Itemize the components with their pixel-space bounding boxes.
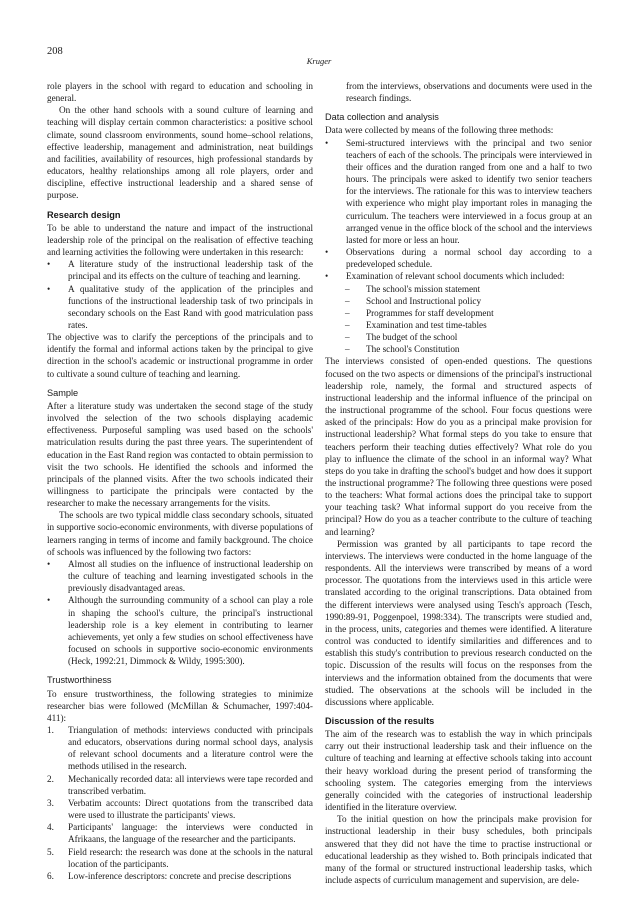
list-item-text: Examination and test time-tables [366,319,487,330]
bullet-marker: • [47,558,51,569]
bullet-marker: • [47,595,51,606]
bullet-marker: • [325,271,329,282]
paragraph: role players in the school with regard to education and schooling in general. [47,81,313,104]
paragraph: The objective was to clarify the perceptions of the principals and to identify the formal and informal actions taken by the principal to give direction in the school's academic or instructional programme in order to cultivate a sound culture of teaching and learning. [47,332,313,379]
bullet-marker: • [47,283,51,294]
list-number: 5. [47,846,54,857]
list-item-text: The budget of the school [366,332,458,343]
list-item-text: Verbatim accounts: Direct quotations from the transcribed data were used to illustrate the participants' views. [68,797,313,821]
dash-marker: – [345,319,350,330]
list-item-text: Triangulation of methods: interviews conducted with principals and educators, observations during normal school days, analysis of relevant school documents and a literature control were the methods utilised in the research. [68,724,313,772]
paragraph: The interviews consisted of open-ended questions. The questions focused on the two aspects or dimensions of the principal's instructional leadership role, namely, the formal and structured aspects of instructional leadership and the informal influence of the principal on the instructional programme of the school. Four focus questions were asked of the principals: How do you as a principal make provision for instructional leadership? What formal steps do you take to ensure that teachers perform their teaching duties effectively? What role do you play to influence the climate of the school in an informal way? What steps do you take in drafting the school's budget and how does it support the instructional programme? The following three questions were posed to the teachers: What formal actions does the principal take to support your teaching task? What informal support do you receive from the principal? How do you as a teacher contribute to the culture of teaching and learning? [325,356,592,537]
list-item-text: The school's Constitution [366,344,460,355]
list-item-text: Mechanically recorded data: all interviews were tape recorded and transcribed verbatim. [68,773,313,796]
paragraph: To the initial question on how the principals make provision for instructional leadership in their busy schedules, both principals answered that they did not have the time to practise instructional or educational leadership as they wished to. Both principals indicated that many of the formal or structured instructional leadership tasks, which include aspects of curriculum management and supervision, are dele- [325,814,592,885]
page-number: 208 [47,46,63,57]
dash-marker: – [345,344,350,355]
section-heading-discussion: Discussion of the results [325,715,435,726]
paragraph: The aim of the research was to establish the way in which principals carry out their instructional leadership task and their influence on the culture of teaching and learning at effective schools taking into account their heavy workload during the present period of transforming the schooling system. The categories emerging from the interviews generally coincided with the categories of instructional leadership identified in the literature overview. [325,729,592,813]
section-heading-sample: Sample [47,387,79,398]
list-number: 4. [47,822,54,833]
list-item [47,258,313,282]
list-item-text: Observations during a normal school day according to a predeveloped schedule. [346,247,592,270]
list-number: 2. [47,773,54,784]
bullet-marker: • [47,259,51,270]
dash-marker: – [345,295,350,306]
list-item-text: The school's mission statement [366,283,481,294]
list-item [47,558,313,594]
paragraph: Data were collected by means of the following three methods: [325,125,554,136]
list-item-text: Semi-structured interviews with the principal and two senior teachers of each of the schools. The principals were interviewed in their offices and the duration ranged from one and a half to two hours. The principals were asked to identify two senior teachers for the interviews. The rationale for this was to interview teachers with experience who might play important roles in managing the curriculum. The teachers were interviewed in a focus group at an arranged venue in the office block of the school and the interviews lasted for more or less an hour. [346,137,592,245]
list-item-text: Low-inference descriptors: concrete and precise descriptions [68,870,292,881]
list-item-text: Participants' language: the interviews were conducted in Afrikaans, the language of the researcher and the participants. [68,822,313,845]
list-number: 1. [47,724,54,735]
list-item [325,331,592,343]
paragraph: To be able to understand the nature and impact of the instructional leadership role of the principal on the realisation of effective teaching and learning activities the following were undertaken in this research: [47,222,313,258]
documents-list [325,283,592,356]
list-item [47,594,313,667]
sample-factors-list [47,558,313,667]
list-item-text: School and Instructional policy [366,295,482,306]
trustworthiness-list [47,724,313,882]
bullet-marker: • [325,137,329,148]
research-design-list [47,258,313,331]
list-item [325,307,592,319]
list-item [325,295,592,307]
list-item-text: Almost all studies on the influence of instructional leadership on the culture of teaching and learning investigated schools in the previously disadvantaged areas. [68,558,313,594]
list-item-text: Programmes for staff development [366,307,494,318]
methods-list [325,137,592,283]
list-item [47,797,313,821]
list-item [47,773,313,797]
list-item [47,724,313,773]
list-item-text: A qualitative study of the application of the principles and functions of the instructional leadership task of two principals in secondary schools on the East Rand with good matriculation pass rates. [68,283,313,330]
bullet-marker: • [325,247,329,258]
paragraph: On the other hand schools with a sound culture of learning and teaching will display certain common characteristics: a positive school climate, sound classroom environments, sound home–school relations, effective leadership, management and administration, neat buildings and facilities, availability of resources, high professional standards by educators, healthy relationships among all role players, order and discipline, effective instructional leadership and a shared sense of purpose. [47,105,313,201]
list-item [325,319,592,331]
list-item [47,846,313,870]
list-item [47,283,313,332]
section-heading-research-design: Research design [47,209,121,220]
list-item-text: Examination of relevant school documents which included: [346,271,565,282]
list-item [325,343,592,355]
list-item-text: Field research: the research was done at the schools in the natural location of the participants. [68,846,313,869]
paragraph: After a literature study was undertaken the second stage of the study involved the selection of the two schools displaying academic effectiveness. Purposeful sampling was used based on the schools' matriculation results during the past three years. The superintendent of education in the East Rand region was contacted to obtain permission to visit the two schools. He identified the schools and informed the principals of the planned visits. After the two schools indicated their willingness to participate the principals were contacted by the researcher to make the necessary arrangements for the visits. [47,400,313,509]
list-item-text: A literature study of the instructional leadership task of the principal and its effects on the culture of teaching and learning. [68,259,313,282]
paragraph: To ensure trustworthiness, the following strategies to minimize researcher bias were followed (McMillan & Schumacher, 1997:404-411): [47,688,313,723]
running-head: Kruger [306,56,332,66]
dash-marker: – [345,307,350,318]
list-number: 3. [47,797,54,808]
list-item [47,870,313,882]
section-heading-data-collection: Data collection and analysis [325,112,439,123]
list-item [325,246,592,270]
dash-marker: – [345,332,350,343]
left-column [47,80,313,882]
paragraph-continuation: from the interviews, observations and documents were used in the research findings. [346,81,592,104]
list-item [325,283,592,295]
paragraph: The schools are two typical middle class secondary schools, situated in supportive socio-economic environments, with diverse populations of learners ranging in terms of income and family background. The choice of schools was influenced by the following two factors: [47,510,313,557]
list-item [325,137,592,246]
list-number: 6. [47,870,54,881]
section-heading-trustworthiness: Trustworthiness [47,675,112,686]
paragraph: Permission was granted by all participants to tape record the interviews. The interviews were conducted in the home language of the respondents. All the interviews were transcribed by means of a word processor. The quotations from the interviews used in this article were translated according to the original transcriptions. Data obtained from the different interviews were analysed using Tesch's approach (Tesch, 1990:89-91, Poggenpoel, 1998:334). The transcripts were studied and, in the process, units, categories and themes were identified. A literature control was conducted to identify similarities and differences and to establish this study's contribution to previous research conducted on the topic. Discussion of the results will focus on the responses from the interviews and the information obtained from the documents that were studied. The observations at the schools will be included in the discussions where applicable. [325,538,592,707]
list-item-text: Although the surrounding community of a school can play a role in shaping the school's culture, the principal's instructional leadership role is a key element in contributing to learner achievements, yet only a few studies on school effectiveness have focused on schools in supportive socio-economic environments (Heck, 1992:21, Dimmock & Wildy, 1995:300). [68,595,313,667]
list-item [325,270,592,282]
list-item [47,821,313,845]
right-column [325,80,592,886]
dash-marker: – [345,283,350,294]
